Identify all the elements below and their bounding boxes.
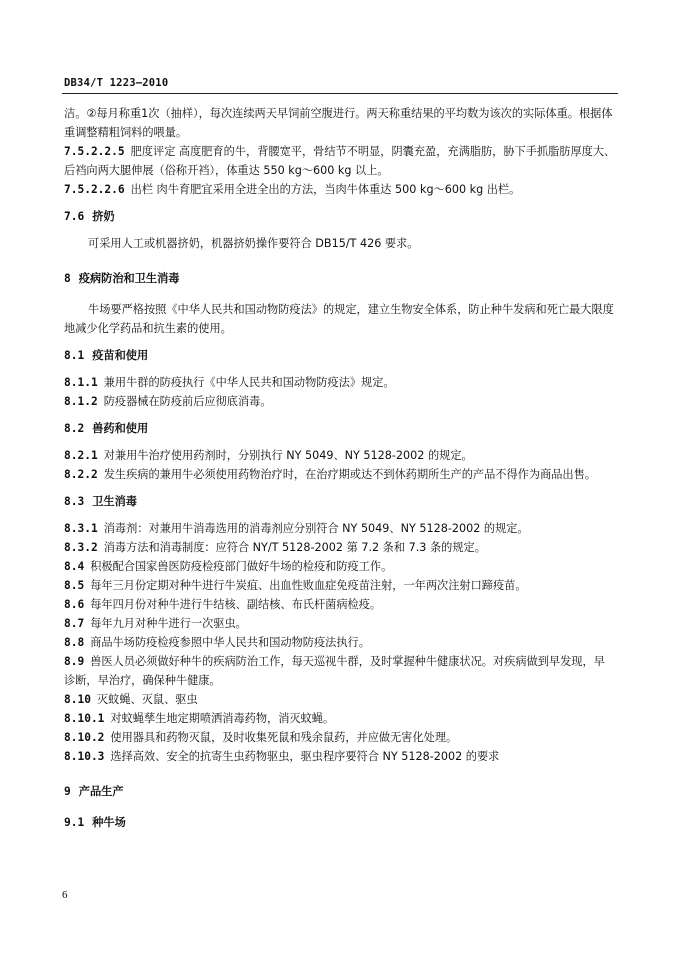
heading-number: 8 xyxy=(64,272,71,285)
clause-number: 8.2.2 xyxy=(64,468,98,481)
clause-number: 8.4 xyxy=(64,560,85,573)
clause-text: 对蚊蝇孳生地定期喷洒消毒药物，消灭蚊蝇。 xyxy=(110,712,335,725)
document-body xyxy=(64,104,616,832)
heading-title: 挤奶 xyxy=(92,210,115,223)
clause-8-8 xyxy=(64,633,616,652)
clause-number: 8.10 xyxy=(64,693,91,706)
clause-text: 每年四月份对种牛进行牛结核、副结核、布氏杆菌病检疫。 xyxy=(90,598,382,611)
heading-number: 9 xyxy=(64,785,71,798)
clause-number: 8.8 xyxy=(64,636,85,649)
clause-text: 选择高效、安全的抗寄生虫药物驱虫，驱虫程序要符合 NY 5128-2002 的要求 xyxy=(110,750,500,763)
clause-8-3-2 xyxy=(64,538,616,557)
paragraph-weighing: 洁。②每月称重1次（抽样），每次连续两天早饲前空腹进行。两天称重结果的平均数为该次的实际体重。根据体重调整精粗饲料的喂量。 xyxy=(64,107,613,139)
heading-7-6 xyxy=(64,207,616,226)
page-number: 6 xyxy=(62,889,68,901)
clause-7-5-2-2-5 xyxy=(64,142,616,180)
clause-number: 8.9 xyxy=(64,655,85,668)
clause-8-3-1 xyxy=(64,519,616,538)
heading-8 xyxy=(64,269,616,288)
heading-9-1 xyxy=(64,813,616,832)
heading-number: 8.3 xyxy=(64,495,85,508)
clause-number: 7.5.2.2.6 xyxy=(64,183,125,196)
clause-8-10 xyxy=(64,690,616,709)
clause-text: 商品牛场防疫检疫参照中华人民共和国动物防疫法执行。 xyxy=(90,636,370,649)
clause-8-5 xyxy=(64,576,616,595)
clause-8-9 xyxy=(64,652,616,690)
clause-text: 积极配合国家兽医防疫检疫部门做好牛场的检疫和防疫工作。 xyxy=(90,560,393,573)
heading-8-1 xyxy=(64,346,616,365)
clause-text: 兼用牛群的防疫执行《中华人民共和国动物防疫法》规定。 xyxy=(103,376,395,389)
paragraph-milking: 可采用人工或机器挤奶，机器挤奶操作要符合 DB15/T 426 要求。 xyxy=(88,237,419,250)
clause-8-10-2 xyxy=(64,728,616,747)
clause-text: 发生疾病的兼用牛必须使用药物治疗时，在治疗期或达不到休药期所生产的产品不得作为商品出售。 xyxy=(103,468,596,481)
clause-number: 8.7 xyxy=(64,617,85,630)
clause-8-1-2 xyxy=(64,392,616,411)
heading-number: 8.2 xyxy=(64,422,85,435)
clause-text: 对兼用牛治疗使用药剂时，分别执行 NY 5049、NY 5128-2002 的规定。 xyxy=(103,449,473,462)
clause-number: 8.2.1 xyxy=(64,449,98,462)
clause-text: 每年三月份定期对种牛进行牛炭疽、出血性败血症免疫苗注射，一年两次注射口蹄疫苗。 xyxy=(90,579,527,592)
clause-text: 消毒方法和消毒制度：应符合 NY/T 5128-2002 第 7.2 条和 7.3 条的规定。 xyxy=(103,541,486,554)
heading-title: 产品生产 xyxy=(78,785,124,798)
clause-8-7 xyxy=(64,614,616,633)
clause-text: 灭蚊蝇、灭鼠、驱虫 xyxy=(96,693,198,706)
heading-8-2 xyxy=(64,419,616,438)
clause-number: 8.10.3 xyxy=(64,750,105,763)
clause-number: 8.3.2 xyxy=(64,541,98,554)
paragraph-biosecurity: 牛场要严格按照《中华人民共和国动物防疫法》的规定，建立生物安全体系，防止种牛发病和死亡最大限度地减少化学药品和抗生素的使用。 xyxy=(64,303,614,335)
clause-number: 8.3.1 xyxy=(64,522,98,535)
header-rule xyxy=(62,93,618,94)
heading-title: 种牛场 xyxy=(92,816,126,829)
clause-7-5-2-2-6 xyxy=(64,180,616,199)
clause-text: 使用器具和药物灭鼠，及时收集死鼠和残余鼠药，并应做无害化处理。 xyxy=(110,731,458,744)
clause-text: 防疫器械在防疫前后应彻底消毒。 xyxy=(103,395,272,408)
document-code: DB34/T 1223—2010 xyxy=(64,77,169,89)
clause-8-6 xyxy=(64,595,616,614)
clause-8-10-1 xyxy=(64,709,616,728)
heading-8-3 xyxy=(64,492,616,511)
heading-title: 疫苗和使用 xyxy=(92,349,149,362)
heading-number: 9.1 xyxy=(64,816,85,829)
heading-number: 8.1 xyxy=(64,349,85,362)
clause-8-2-2 xyxy=(64,465,616,484)
clause-text: 出栏 肉牛育肥宜采用全进全出的方法，当肉牛体重达 500 kg～600 kg 出栏。 xyxy=(130,183,521,196)
clause-number: 8.5 xyxy=(64,579,85,592)
clause-text: 兽医人员必须做好种牛的疾病防治工作，每天巡视牛群，及时掌握种牛健康状况。对疾病做到早发现，早诊断，早治疗，确保种牛健康。 xyxy=(64,655,605,687)
clause-8-1-1 xyxy=(64,373,616,392)
heading-title: 疫病防治和卫生消毒 xyxy=(78,272,180,285)
heading-title: 兽药和使用 xyxy=(92,422,149,435)
heading-title: 卫生消毒 xyxy=(92,495,137,508)
clause-text: 肥度评定 高度肥育的牛，背腰宽平，骨结节不明显，阴囊充盈，充满脂肪，胁下手抓脂肪厚度大、后裆向两大腿伸展（俗称开裆），体重达 550 kg～600 kg 以上。 xyxy=(64,145,616,177)
clause-number: 7.5.2.2.5 xyxy=(64,145,125,158)
clause-8-4 xyxy=(64,557,616,576)
clause-number: 8.10.2 xyxy=(64,731,105,744)
heading-number: 7.6 xyxy=(64,210,85,223)
clause-text: 消毒剂：对兼用牛消毒选用的消毒剂应分别符合 NY 5049、NY 5128-2002 的规定。 xyxy=(103,522,529,535)
clause-number: 8.10.1 xyxy=(64,712,105,725)
heading-9 xyxy=(64,782,616,801)
clause-number: 8.1.2 xyxy=(64,395,98,408)
clause-text: 每年九月对种牛进行一次驱虫。 xyxy=(90,617,247,630)
clause-8-2-1 xyxy=(64,446,616,465)
clause-8-10-3 xyxy=(64,747,616,766)
clause-number: 8.1.1 xyxy=(64,376,98,389)
clause-number: 8.6 xyxy=(64,598,85,611)
